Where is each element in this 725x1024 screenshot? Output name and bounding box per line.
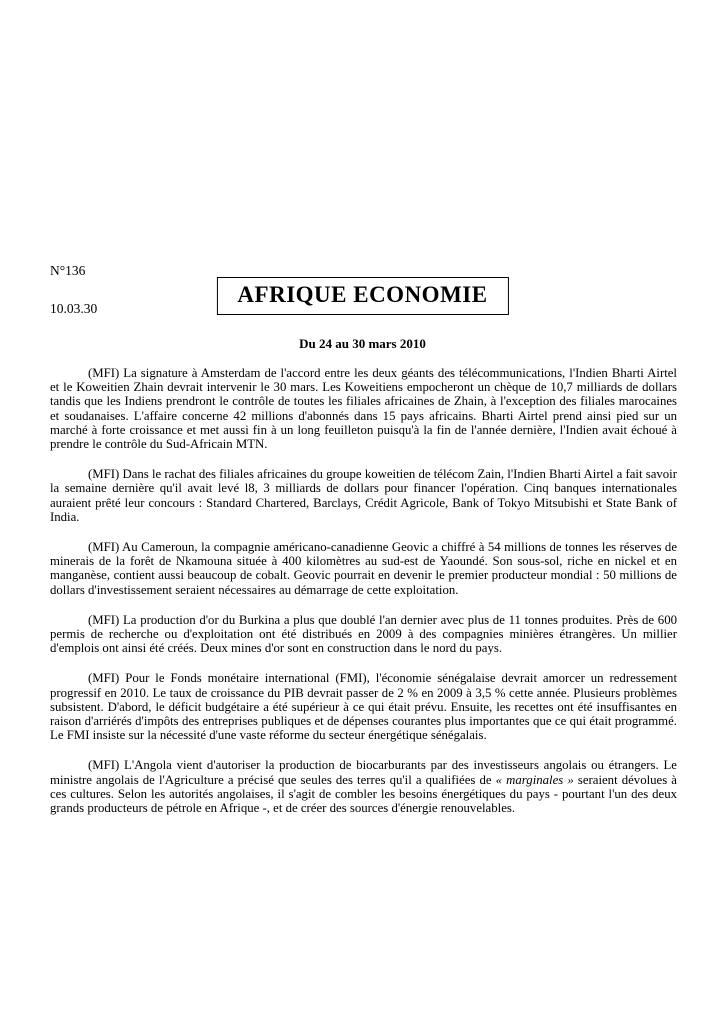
paragraph-fmi-senegal: (MFI) Pour le Fonds monétaire international (FMI), l'économie sénégalaise devrait amorcer un redressement progressif en 2010. Le taux de croissance du PIB devrait passer de 2 % en 2009 à 3,5 % cette année. Plusieurs problèmes subsistent. D'abord, le déficit budgétaire a été supérieur à ce qui était prévu. Ensuite, les recettes ont été insuffisantes en raison d'arriérés d'impôts des entreprises publiques et de dépenses courantes plus importantes que ce qui était programmé. Le FMI insiste sur la nécessité d'une vaste réforme du secteur énergétique sénégalais. bbox=[50, 671, 677, 743]
paragraph-telecom-deal: (MFI) La signature à Amsterdam de l'accord entre les deux géants des télécommunications, l'Indien Bharti Airtel et le Koweitien Zhain devrait intervenir le 30 mars. Les Koweitiens empocheront un chèque de 10,7 milliards de dollars tandis que les Indiens prendront le contrôle de toutes les filiales africaines de Zhain, à l'exception des filiales marocaines et soudanaises. L'affaire concerne 42 millions d'abonnés dans 15 pays africains. Bharti Airtel prend ainsi pied sur un marché à forte croissance et met aussi fin à un long feuilleton puisqu'à la fin de l'année dernière, l'Indien avait échoué à prendre le contrôle du Sud-Africain MTN. bbox=[50, 366, 677, 452]
paragraph-angola-biofuel bbox=[50, 758, 677, 815]
paragraph-angola-italic: « marginales » bbox=[495, 772, 574, 787]
article-body bbox=[50, 366, 677, 831]
paragraph-angola-before-italic: (MFI) L'Angola vient d'autoriser la production de biocarburants par des investisseurs angolais ou étrangers. Le ministre angolais de l'Agriculture a précisé que seules des terres qu'il a qualifiées de bbox=[50, 758, 677, 787]
date-range-subtitle: Du 24 au 30 mars 2010 bbox=[299, 336, 426, 351]
paragraph-angola-after-italic: seraient dévolues à ces cultures. Selon les autorités angolaises, il s'agit de combler les besoins énergétiques du pays - pourtant l'un des deux grands producteurs de pétrole en Afrique -, et de créer des sources d'énergie renouvelables. bbox=[50, 772, 677, 816]
issue-number: N°136 bbox=[50, 263, 86, 278]
page-title: AFRIQUE ECONOMIE bbox=[237, 282, 488, 307]
paragraph-burkina-gold: (MFI) La production d'or du Burkina a plus que doublé l'an dernier avec plus de 11 tonnes produites. Près de 600 permis de recherche ou d'exploitation ont été distribués en 2009 à des compagnies minières étrangères. Un millier d'emplois ont ainsi été créés. Deux mines d'or sont en construction dans le nord du pays. bbox=[50, 612, 677, 656]
paragraph-financing: (MFI) Dans le rachat des filiales africaines du groupe koweitien de télécom Zain, l'Indien Bharti Airtel a fait savoir la semaine dernière qu'il avait levé l8, 3 milliards de dollars pour financer l'opération. Cinq banques internationales auraient prêté leur concours : Standard Chartered, Barclays, Crédit Agricole, Bank of Tokyo Mitsubishi et State Bank of India. bbox=[50, 467, 677, 524]
title-box bbox=[216, 277, 508, 315]
issue-date: 10.03.30 bbox=[50, 301, 98, 316]
paragraph-cameroun-geovic: (MFI) Au Cameroun, la compagnie américano-canadienne Geovic a chiffré à 54 millions de tonnes les réserves de minerais de la forêt de Nkamouna située à 400 kilomètres au sud-est de Yaoundé. Son sous-sol, riche en nickel et en manganèse, contient aussi beaucoup de cobalt. Geovic pourrait en devenir le premier producteur mondial : 50 millions de dollars d'investissement seraient nécessaires au démarrage de cette exploitation. bbox=[50, 540, 677, 597]
